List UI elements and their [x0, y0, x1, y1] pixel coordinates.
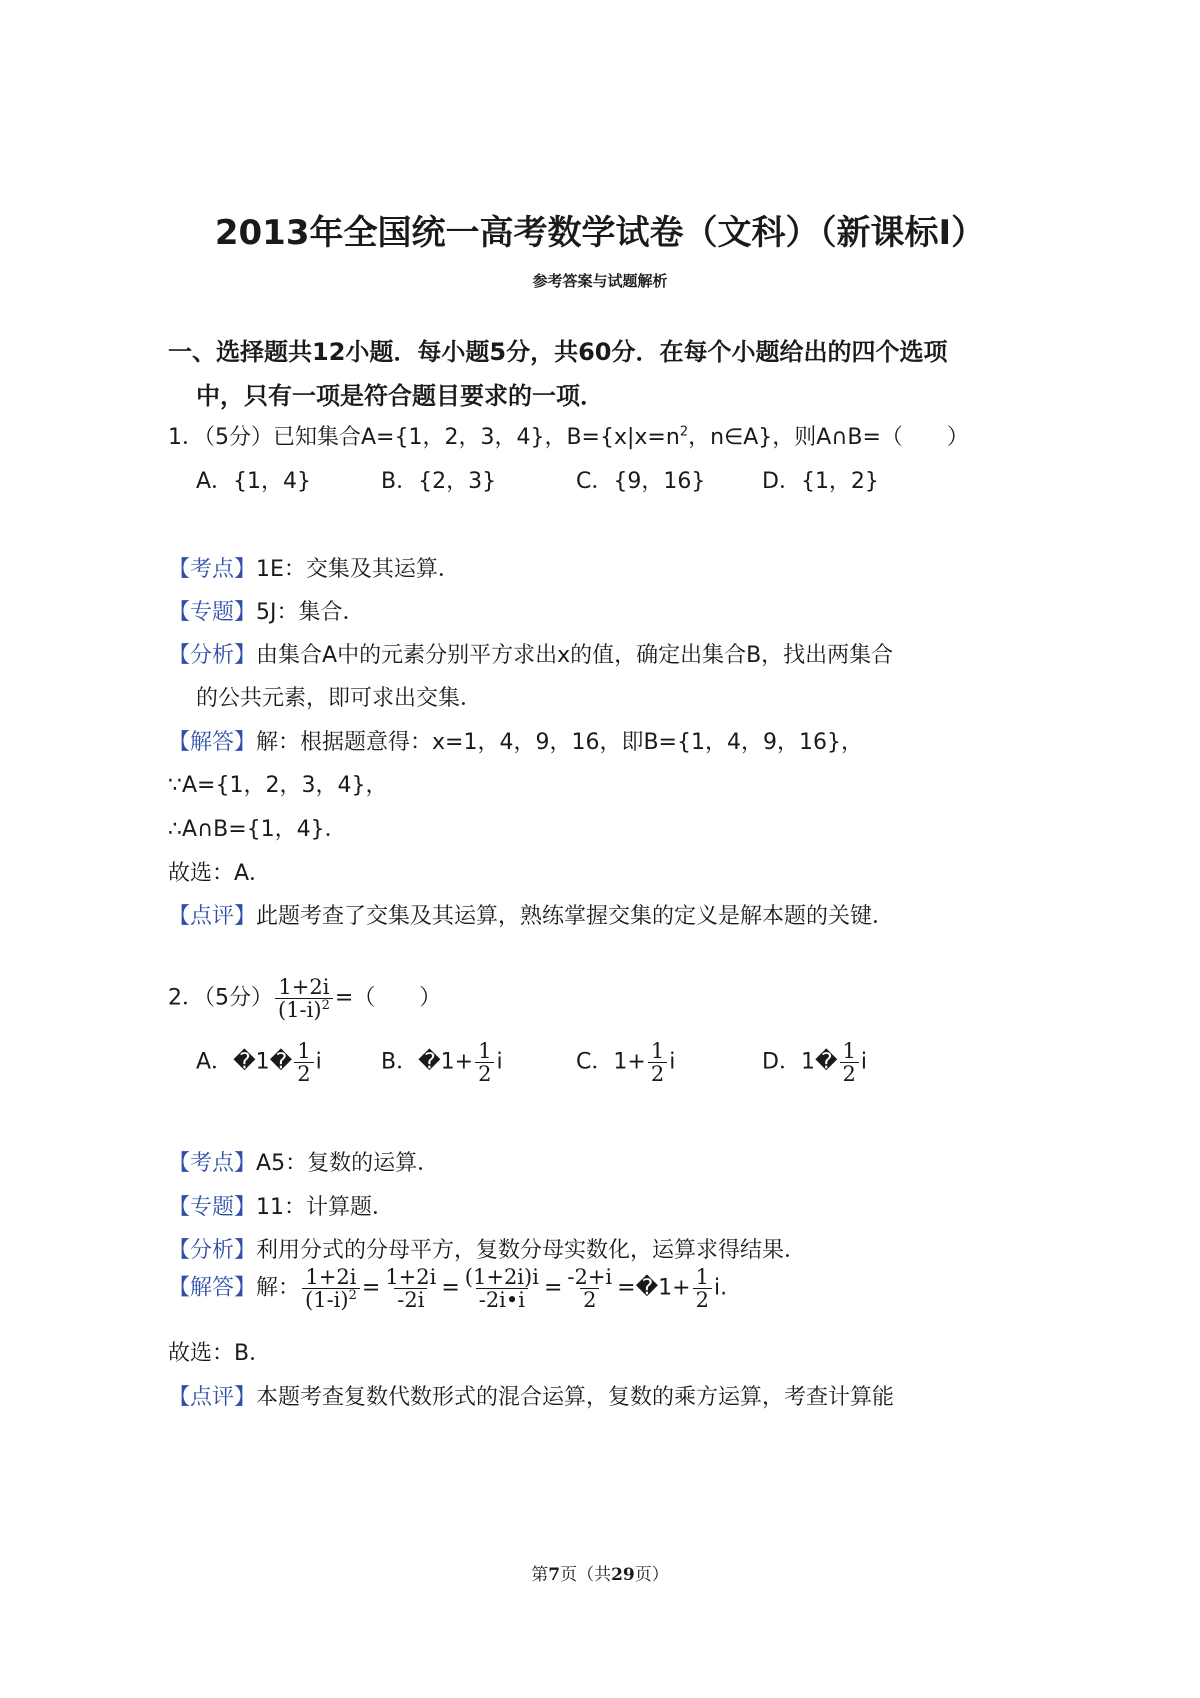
q2-choice: 故选：B．: [168, 1341, 272, 1366]
q1-dianping-text: 此题考查了交集及其运算，熟练掌握交集的定义是解本题的关键．: [256, 904, 895, 929]
q1-jieda-tag: 【解答】: [168, 730, 257, 755]
q2-dianping-text: 本题考查复数代数形式的混合运算，复数的乘方运算，考查计算能: [256, 1385, 895, 1410]
q2-option-a-label: A．: [196, 1049, 234, 1075]
q2-jieda: [168, 1266, 727, 1311]
q2-option-b-frac: [475, 1040, 494, 1085]
q1-zhuanti: [168, 595, 365, 626]
q1-zhuanti-tag: 【专题】: [168, 600, 257, 625]
q2-option-c: [576, 1040, 675, 1085]
q2-step2-num: 1+2i: [385, 1265, 437, 1289]
q2-stem-den-wrap: [275, 998, 333, 1021]
q2-result-den: 2: [693, 1288, 712, 1311]
q2-stem-fraction: [275, 976, 333, 1021]
q2-jieda-pre: 解：: [256, 1275, 301, 1301]
q2-fenxi-text: 利用分式的分母平方，复数分母实数化，运算求得结果．: [256, 1238, 807, 1263]
q2-zhuanti: [168, 1190, 394, 1221]
footer-post: 页）: [634, 1565, 669, 1585]
q2-zhuanti-tag: 【专题】: [168, 1195, 257, 1220]
q2-stem-den-sup: 2: [321, 998, 330, 1014]
q2-step1-den-sup: 2: [348, 1288, 357, 1304]
q2-step4-frac: [564, 1266, 615, 1311]
q2-jieda-tag: 【解答】: [168, 1275, 257, 1301]
q2-step1-frac: [302, 1266, 360, 1311]
q2-option-c-frac: [648, 1040, 667, 1085]
q2-dianping-tag: 【点评】: [168, 1385, 257, 1410]
q2-option-d-label: D．: [762, 1049, 801, 1075]
q1-fenxi-line2: 的公共元素，即可求出交集．: [196, 686, 483, 711]
q2-step4-num: -2+i: [567, 1265, 613, 1289]
q1-option-a: A．{1，4}: [196, 469, 312, 494]
q2-option-c-num: 1: [650, 1039, 665, 1063]
q2-option-c-i: i: [669, 1049, 676, 1075]
q2-fenxi: [168, 1233, 806, 1264]
q2-option-c-pre: 1+: [613, 1049, 646, 1075]
q2-stem-den: (1-i): [278, 998, 322, 1023]
q2-step3-frac: [462, 1266, 542, 1311]
q2-step2-den: -2i: [394, 1288, 427, 1311]
q2-option-b-label: B．: [381, 1049, 419, 1075]
q2-step3-num: (1+2i)i: [464, 1265, 539, 1289]
q2-result-post: i.: [713, 1275, 728, 1301]
q1-line-b: ∴A∩B={1，4}．: [168, 817, 347, 842]
q2-option-a: [196, 1040, 322, 1085]
page-footer: [0, 1560, 1200, 1585]
q1-option-b: B．{2，3}: [381, 469, 497, 494]
q2-eq-3: =: [543, 1275, 563, 1301]
q2-fenxi-tag: 【分析】: [168, 1238, 257, 1263]
q1-fenxi: [168, 638, 893, 669]
q2-step2-frac: [382, 1266, 439, 1311]
footer-page-number: 7: [548, 1565, 561, 1585]
q2-option-d-i: i: [860, 1049, 868, 1075]
q2-option-b: [381, 1040, 503, 1085]
q2-result-num: 1: [695, 1265, 709, 1289]
q2-eq-1: =: [361, 1275, 381, 1301]
q2-kaodian-tag: 【考点】: [168, 1151, 257, 1176]
q1-line-a: ∵A={1，2，3，4}，: [168, 773, 388, 798]
q2-eq-2: =: [441, 1275, 460, 1301]
q2-option-a-i: i: [315, 1049, 322, 1075]
page-subtitle: 参考答案与试题解析: [532, 272, 668, 290]
q1-kaodian-tag: 【考点】: [168, 557, 257, 582]
q2-eq-4: =: [617, 1275, 636, 1301]
q1-jieda: [168, 725, 863, 756]
q2-result-pre: �1+: [635, 1275, 691, 1301]
footer-pre: 第: [531, 1565, 549, 1585]
q2-option-d-pre: 1�: [800, 1049, 838, 1075]
q1-stem-sup: 2: [679, 424, 689, 440]
q2-kaodian: [168, 1146, 439, 1177]
q2-option-d-den: 2: [840, 1062, 859, 1085]
footer-total-pages: 29: [611, 1565, 635, 1585]
q2-dianping: [168, 1380, 894, 1411]
section-heading-line1: 一、选择题共12小题．每小题5分，共60分．在每个小题给出的四个选项: [168, 338, 948, 366]
q1-dianping-tag: 【点评】: [168, 904, 257, 929]
q1-kaodian: [168, 552, 460, 583]
q2-step1-den-wrap: [302, 1288, 360, 1311]
q2-option-a-frac: [294, 1040, 313, 1085]
q1-choice: 故选：A．: [168, 861, 272, 886]
q2-option-b-num: 1: [478, 1039, 492, 1063]
q2-step4-den: 2: [580, 1288, 599, 1311]
q2-zhuanti-text: 11：计算题．: [256, 1195, 395, 1220]
q2-stem: [168, 976, 441, 1021]
q1-dianping: [168, 899, 894, 930]
q1-option-d: D．{1，2}: [762, 469, 879, 494]
q2-stem-suffix: =（ ）: [334, 985, 442, 1011]
q1-stem: [168, 420, 969, 451]
q1-zhuanti-text: 5J：集合．: [256, 600, 365, 625]
q1-fenxi-tag: 【分析】: [168, 643, 257, 668]
page-title: 2013年全国统一高考数学试卷（文科）（新课标Ⅰ）: [214, 213, 986, 253]
q1-kaodian-text: 1E：交集及其运算．: [256, 557, 460, 582]
q1-fenxi-text: 由集合A中的元素分别平方求出x的值，确定出集合B，找出两集合: [256, 643, 894, 668]
q1-stem-prefix: 1．（5分）已知集合A={1，2，3，4}，B={x|x=n: [168, 425, 680, 450]
q2-option-b-pre: �1+: [418, 1049, 474, 1075]
q2-option-d-num: 1: [842, 1039, 856, 1063]
q2-option-c-den: 2: [648, 1062, 667, 1085]
q2-option-c-label: C．: [576, 1049, 614, 1075]
section-heading-line2: 中，只有一项是符合题目要求的一项．: [196, 382, 604, 410]
q1-stem-suffix: ，n∈A}，则A∩B=（ ）: [688, 425, 969, 450]
q2-option-b-i: i: [496, 1049, 503, 1075]
q2-option-a-num: 1: [297, 1039, 311, 1063]
q2-step1-den: (1-i): [305, 1288, 349, 1313]
q2-option-d-frac: [840, 1040, 859, 1085]
q1-jieda-text: 解：根据题意得：x=1，4，9，16，即B={1，4，9，16}，: [256, 730, 863, 755]
q2-stem-num: 1+2i: [278, 975, 330, 999]
q2-stem-prefix: 2．（5分）: [168, 985, 273, 1011]
q2-kaodian-text: A5：复数的运算．: [256, 1151, 440, 1176]
footer-mid: 页（共: [560, 1565, 612, 1585]
q1-option-c: C．{9，16}: [576, 469, 706, 494]
q2-option-a-pre: �1�: [233, 1049, 293, 1075]
q2-step3-den: -2i•i: [476, 1288, 528, 1311]
q2-option-d: [762, 1040, 867, 1085]
q2-option-b-den: 2: [475, 1062, 494, 1085]
q2-step1-num: 1+2i: [305, 1265, 357, 1289]
q2-option-a-den: 2: [294, 1062, 313, 1085]
q2-result-frac: [693, 1266, 712, 1311]
